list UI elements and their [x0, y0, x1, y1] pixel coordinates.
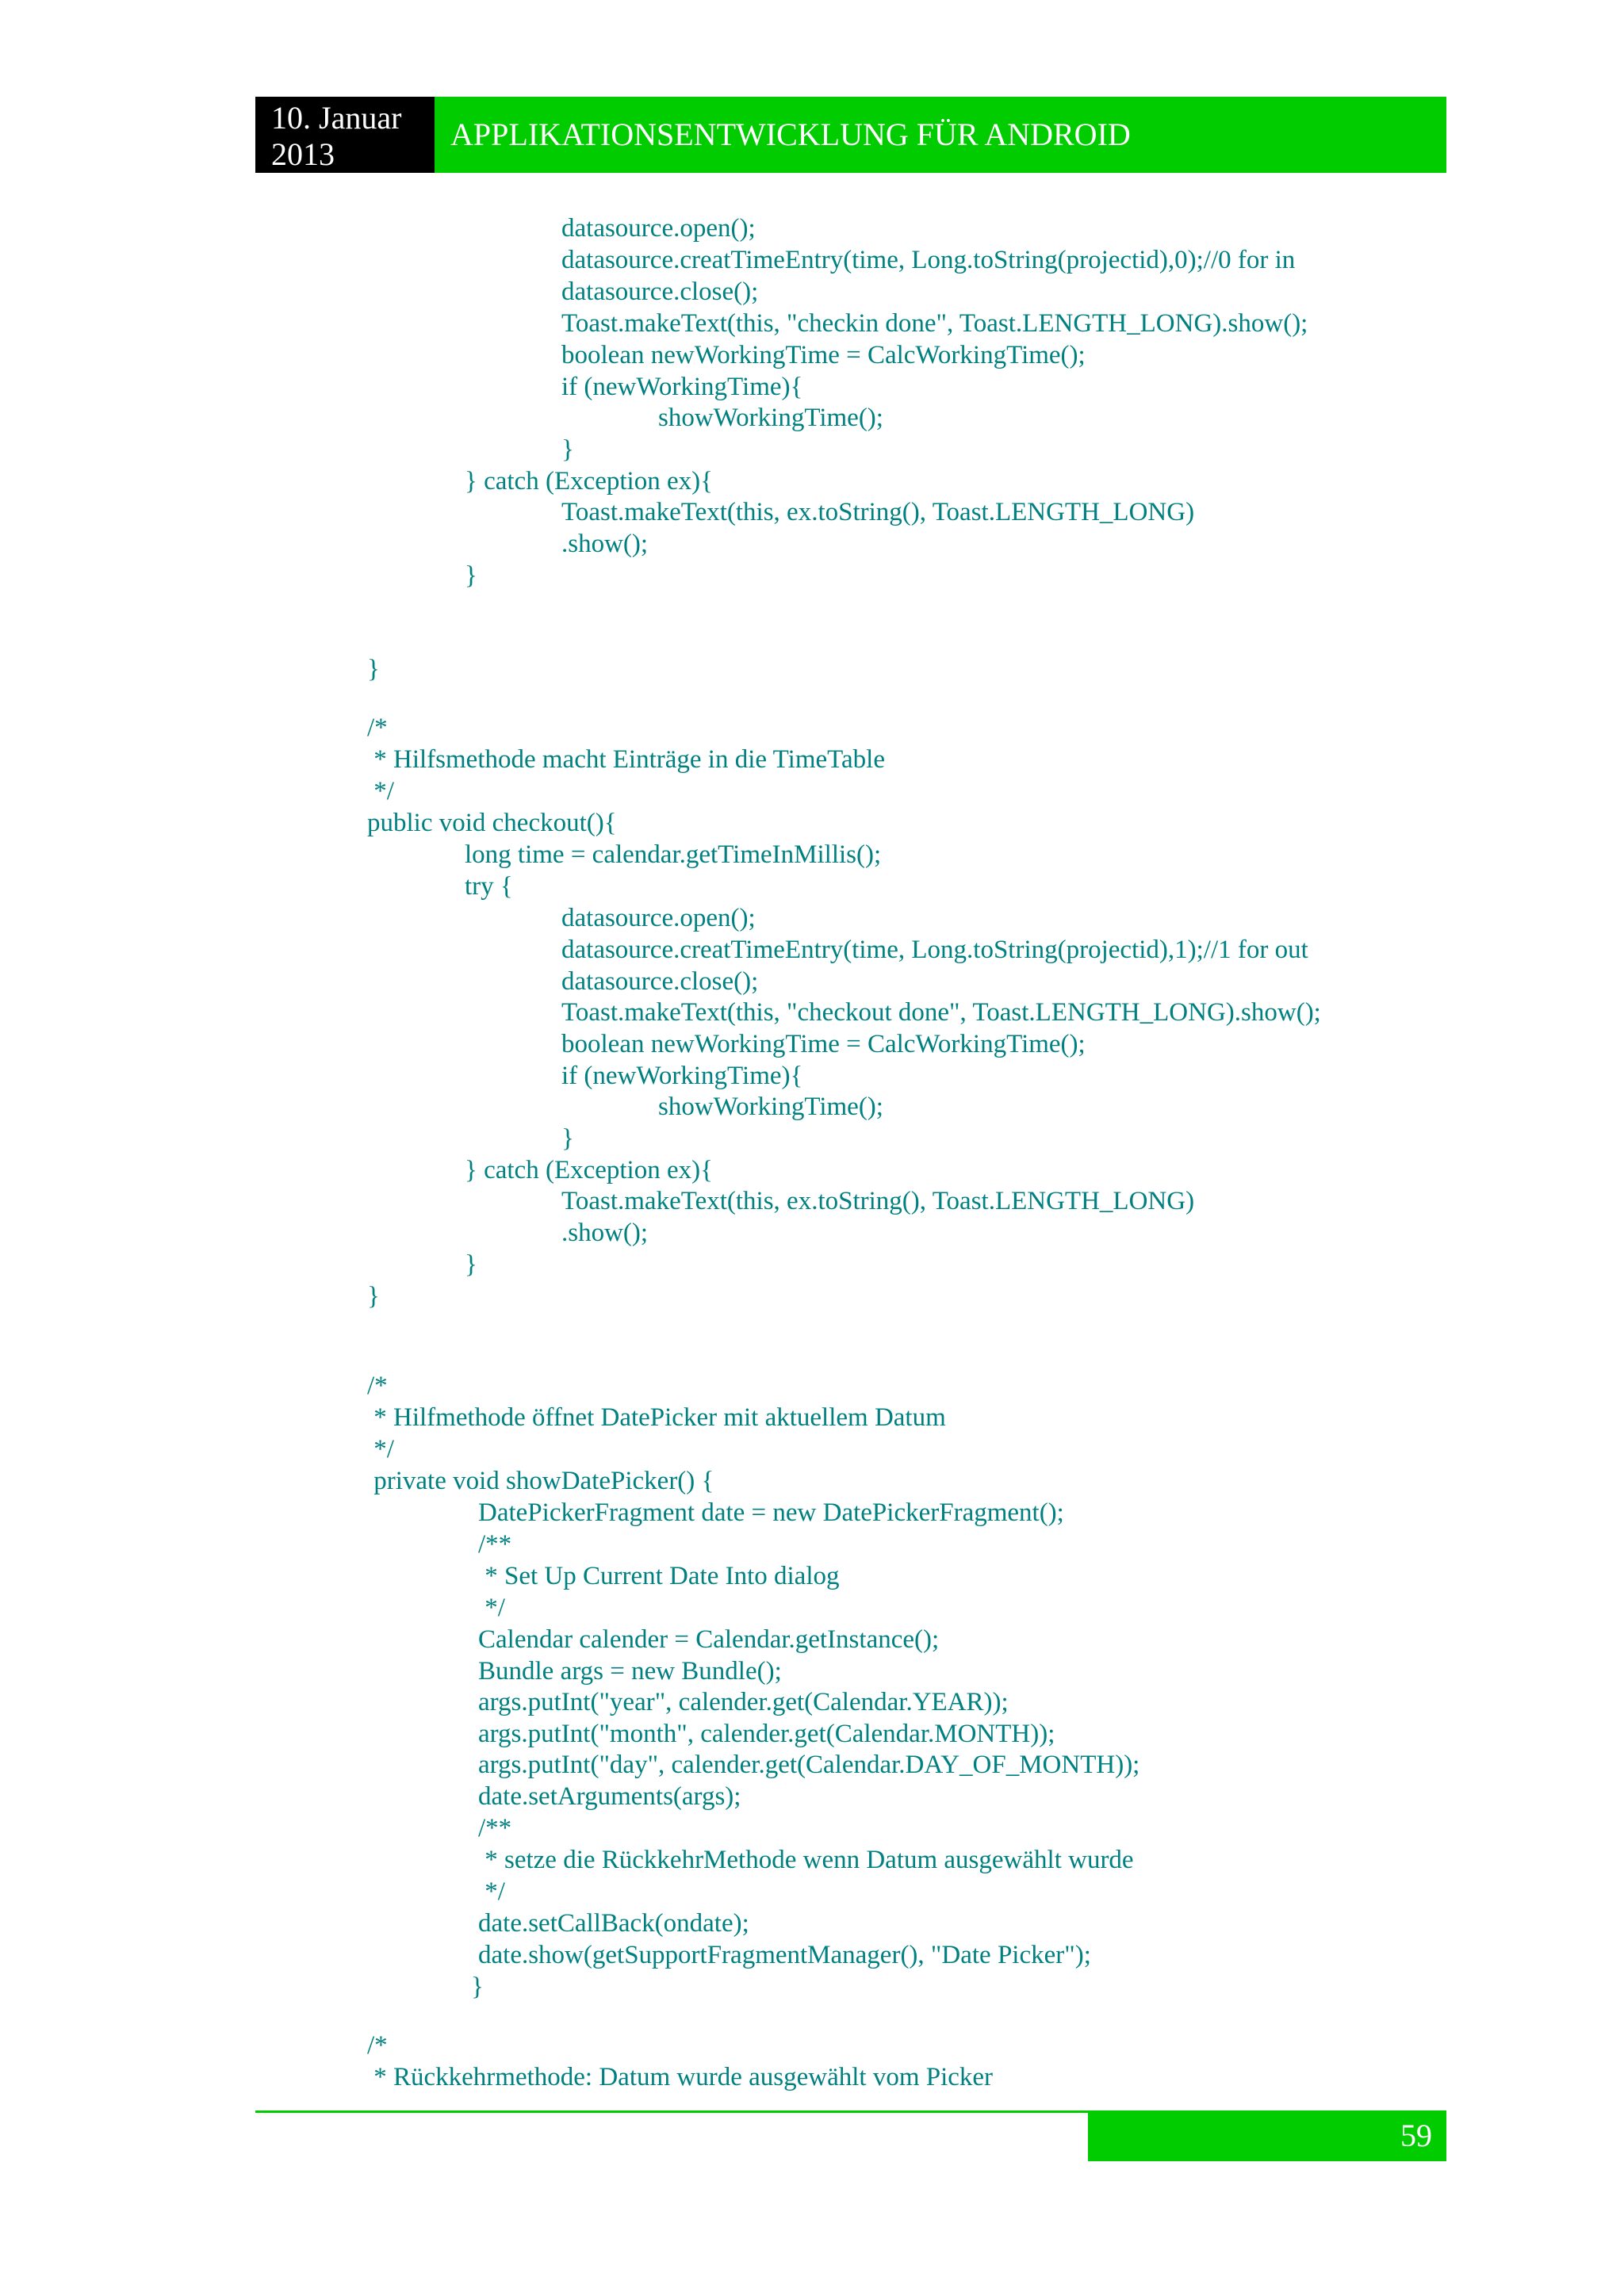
- code-line: date.setCallBack(ondate);: [478, 1909, 749, 1938]
- header-date-line1: 10. Januar: [271, 100, 402, 136]
- code-line: Bundle args = new Bundle();: [478, 1657, 782, 1686]
- code-line: }: [561, 1124, 574, 1153]
- code-line: }: [465, 561, 477, 590]
- code-line: * setze die RückkehrMethode wenn Datum ausgewählt wurde: [478, 1846, 1134, 1874]
- code-line: */: [367, 777, 394, 806]
- code-line: * Hilfmethode öffnet DatePicker mit aktuellem Datum: [367, 1403, 946, 1432]
- code-line: Toast.makeText(this, ex.toString(), Toast.LENGTH_LONG): [561, 1187, 1195, 1215]
- code-line: date.setArguments(args);: [478, 1782, 741, 1811]
- code-line: .show();: [561, 1219, 649, 1247]
- code-line: }: [465, 1250, 477, 1279]
- code-line: /*: [367, 714, 388, 742]
- code-line: Calendar calender = Calendar.getInstance();: [478, 1625, 940, 1654]
- code-line: datasource.close();: [561, 967, 759, 996]
- code-line: args.putInt("month", calender.get(Calendar.MONTH));: [478, 1720, 1055, 1748]
- code-line: datasource.close();: [561, 277, 759, 306]
- code-line: showWorkingTime();: [658, 1093, 883, 1121]
- code-line: datasource.open();: [561, 214, 756, 243]
- code-line: */: [478, 1877, 505, 1906]
- code-line: /**: [478, 1814, 512, 1843]
- code-line: try {: [465, 872, 513, 901]
- code-line: Toast.makeText(this, "checkin done", Toast.LENGTH_LONG).show();: [561, 309, 1308, 338]
- code-line: if (newWorkingTime){: [561, 373, 803, 401]
- code-line: }: [471, 1973, 484, 2001]
- code-line: */: [367, 1435, 394, 1464]
- code-line: } catch (Exception ex){: [465, 467, 713, 496]
- code-line: }: [367, 1282, 380, 1311]
- code-line: }: [367, 655, 380, 683]
- code-line: DatePickerFragment date = new DatePickerFragment();: [478, 1498, 1064, 1527]
- code-line: Toast.makeText(this, ex.toString(), Toast.LENGTH_LONG): [561, 498, 1195, 526]
- code-line: private void showDatePicker() {: [367, 1467, 714, 1495]
- code-line: boolean newWorkingTime = CalcWorkingTime();: [561, 1030, 1086, 1058]
- code-line: if (newWorkingTime){: [561, 1062, 803, 1090]
- code-line: /**: [478, 1530, 512, 1559]
- code-line: args.putInt("day", calender.get(Calendar.DAY_OF_MONTH));: [478, 1751, 1140, 1779]
- code-line: * Rückkehrmethode: Datum wurde ausgewählt vom Picker: [367, 2063, 994, 2091]
- code-line: showWorkingTime();: [658, 404, 883, 432]
- code-line: boolean newWorkingTime = CalcWorkingTime();: [561, 341, 1086, 369]
- code-line: */: [478, 1594, 505, 1622]
- code-line: args.putInt("year", calender.get(Calendar.YEAR));: [478, 1688, 1009, 1716]
- code-line: public void checkout(){: [367, 809, 617, 837]
- code-line: long time = calendar.getTimeInMillis();: [465, 840, 882, 869]
- page-number: 59: [1088, 2110, 1446, 2161]
- code-line: /*: [367, 1372, 388, 1400]
- code-line: } catch (Exception ex){: [465, 1156, 713, 1184]
- code-line: datasource.creatTimeEntry(time, Long.toString(projectid),0);//0 for in: [561, 246, 1296, 274]
- code-line: .show();: [561, 530, 649, 558]
- header-date-line2: 2013: [271, 136, 335, 172]
- code-line: datasource.creatTimeEntry(time, Long.toString(projectid),1);//1 for out: [561, 936, 1308, 964]
- header-title: APPLIKATIONSENTWICKLUNG FÜR ANDROID: [435, 97, 1446, 173]
- header-date-box: [255, 97, 435, 173]
- code-line: datasource.open();: [561, 904, 756, 932]
- code-line: * Set Up Current Date Into dialog: [478, 1562, 840, 1590]
- code-line: Toast.makeText(this, "checkout done", Toast.LENGTH_LONG).show();: [561, 998, 1321, 1027]
- code-line: }: [561, 435, 574, 464]
- code-line: /*: [367, 2031, 388, 2060]
- code-line: date.show(getSupportFragmentManager(), "Date Picker");: [478, 1941, 1091, 1969]
- code-line: * Hilfsmethode macht Einträge in die TimeTable: [367, 745, 885, 774]
